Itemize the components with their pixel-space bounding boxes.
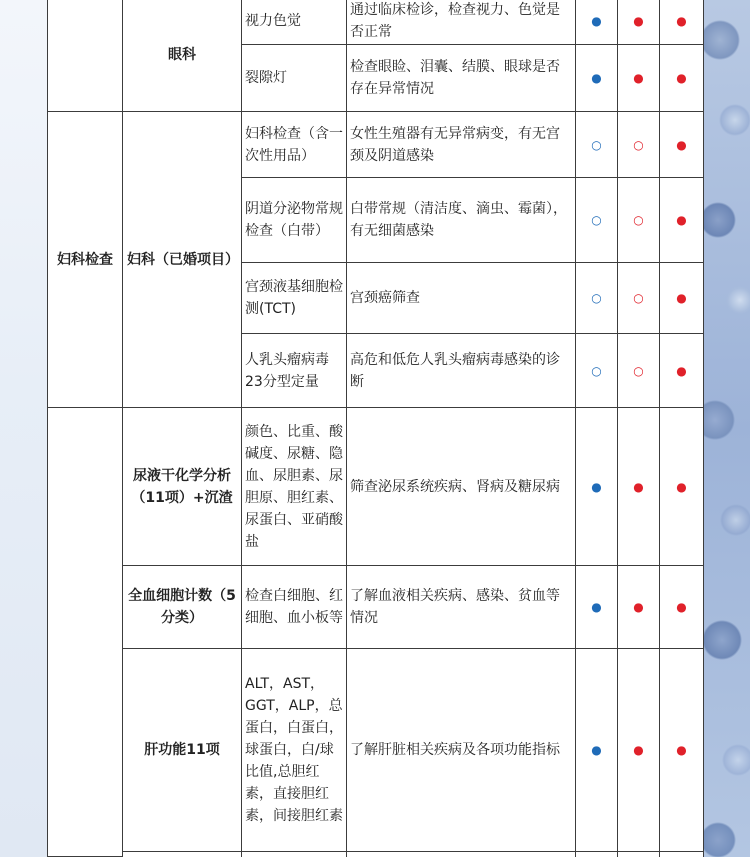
row-4-mark-2: ○ (618, 178, 660, 263)
gyn-main-category (47, 112, 123, 408)
row-1-mark-1: ● (576, 0, 618, 45)
row-9-item (242, 649, 347, 852)
liver-group-text: 肝功能11项 (144, 742, 220, 758)
liver-group-label (123, 649, 242, 852)
row-4-desc-text: 白带常规（清洁度、滴虫、霉菌），有无细菌感染 (350, 201, 567, 239)
row-2-item-text: 裂隙灯 (245, 70, 287, 86)
row-9-item-text: ALT，AST，GGT，ALP，总蛋白，白蛋白，球蛋白，白/球比值,总胆红素，直接胆红素，间接胆红素 (245, 676, 343, 824)
row-3-mark-1: ○ (576, 112, 618, 178)
gyn-main-text: 妇科检查 (57, 251, 113, 268)
row-3-item (242, 112, 347, 178)
row-1-item (242, 0, 347, 45)
row-5-desc (347, 263, 576, 334)
row-1-mark-2: ● (618, 0, 660, 45)
row-4-mark-1: ○ (576, 178, 618, 263)
row-3-desc-text: 女性生殖器有无异常病变，有无宫颈及阴道感染 (350, 125, 560, 164)
row-1-desc (347, 0, 576, 45)
row-2-mark-1: ● (576, 45, 618, 112)
row-6-mark-3: ● (660, 334, 704, 408)
row-9-mark-3: ● (660, 649, 704, 852)
eye-group-label (123, 0, 242, 112)
row-4-item-text: 阴道分泌物常规检查（白带） (245, 201, 343, 239)
row-2-item (242, 45, 347, 112)
row-8-item (242, 566, 347, 649)
row-3-mark-2: ○ (618, 112, 660, 178)
exam-package-table (47, 0, 704, 857)
row-8-desc-text: 了解血液相关疾病、感染、贫血等情况 (350, 588, 560, 626)
row-6-desc-text: 高危和低危人乳头瘤病毒感染的诊断 (350, 351, 560, 390)
row-7-desc (347, 408, 576, 566)
row-6-item-text: 人乳头瘤病毒23分型定量 (245, 351, 329, 390)
row-2-mark-2: ● (618, 45, 660, 112)
row-8-desc (347, 566, 576, 649)
row-5-mark-3: ● (660, 263, 704, 334)
page-background-left (0, 0, 48, 857)
row-2-desc (347, 45, 576, 112)
gyn-sub-text: 妇科（已婚项目） (127, 251, 239, 268)
row-9-desc (347, 649, 576, 852)
row-6-mark-1: ○ (576, 334, 618, 408)
next-row-partial-mark-1 (576, 852, 618, 857)
row-1-desc-text: 通过临床检诊，检查视力、色觉是否正常 (350, 2, 560, 40)
row-5-mark-1: ○ (576, 263, 618, 334)
page-background-right (700, 0, 750, 857)
next-row-partial-mark-3 (660, 852, 704, 857)
row-8-mark-2: ● (618, 566, 660, 649)
row-1-mark-3: ● (660, 0, 704, 45)
row-8-item-text: 检查白细胞、红细胞、血小板等 (245, 588, 343, 626)
row-7-desc-text: 筛查泌尿系统疾病、肾病及糖尿病 (350, 478, 560, 495)
urine-group-text: 尿液干化学分析（11项）+沉渣 (131, 467, 233, 506)
row-3-mark-3: ● (660, 112, 704, 178)
eye-blank-category (47, 0, 123, 112)
row-9-mark-1: ● (576, 649, 618, 852)
row-4-mark-3: ● (660, 178, 704, 263)
row-7-item (242, 408, 347, 566)
next-row-partial-desc (347, 852, 576, 857)
row-5-item-text: 宫颈液基细胞检测(TCT) (245, 279, 343, 317)
row-9-mark-2: ● (618, 649, 660, 852)
next-row-partial-item (242, 852, 347, 857)
row-4-item (242, 178, 347, 263)
urine-group-label (123, 408, 242, 566)
row-9-desc-text: 了解肝脏相关疾病及各项功能指标 (350, 742, 560, 758)
row-7-mark-2: ● (618, 408, 660, 566)
row-7-mark-1: ● (576, 408, 618, 566)
gyn-sub-group-label (123, 112, 242, 408)
row-6-desc (347, 334, 576, 408)
row-2-mark-3: ● (660, 45, 704, 112)
row-8-mark-3: ● (660, 566, 704, 649)
row-6-item (242, 334, 347, 408)
row-1-item-text: 视力色觉 (245, 13, 301, 29)
row-7-item-text: 颜色、比重、酸碱度、尿糖、隐血、尿胆素、尿胆原、胆红素、尿蛋白、亚硝酸盐 (245, 423, 343, 550)
row-3-desc (347, 112, 576, 178)
eye-group-text: 眼科 (168, 46, 196, 63)
row-5-mark-2: ○ (618, 263, 660, 334)
row-7-mark-3: ● (660, 408, 704, 566)
row-5-desc-text: 宫颈癌筛查 (350, 290, 420, 306)
cbc-group-text: 全血细胞计数（5分类） (128, 588, 236, 626)
lab-blank-category (47, 408, 123, 857)
row-8-mark-1: ● (576, 566, 618, 649)
row-6-mark-2: ○ (618, 334, 660, 408)
row-3-item-text: 妇科检查（含一次性用品） (245, 125, 343, 164)
row-5-item (242, 263, 347, 334)
cbc-group-label (123, 566, 242, 649)
next-row-partial-mark-2 (618, 852, 660, 857)
row-2-desc-text: 检查眼睑、泪囊、结膜、眼球是否存在异常情况 (350, 59, 560, 97)
next-row-partial-group (123, 852, 242, 857)
row-4-desc (347, 178, 576, 263)
